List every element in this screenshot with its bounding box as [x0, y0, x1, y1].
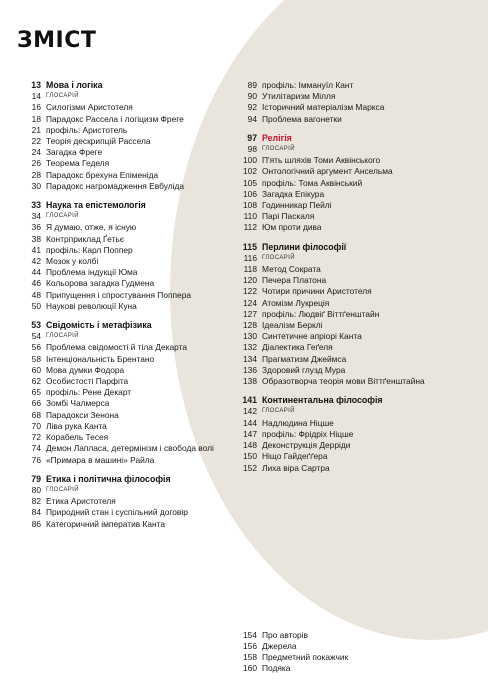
- page-number: 150: [243, 451, 257, 462]
- toc-entry[interactable]: [17, 147, 232, 158]
- page-number: 89: [247, 80, 257, 90]
- toc-entry[interactable]: [17, 301, 232, 312]
- page-number: 118: [243, 264, 257, 275]
- entry-title: Деконструкція Дерріди: [262, 440, 351, 451]
- entry-title: Подяка: [262, 663, 291, 674]
- page-number: 102: [243, 166, 257, 177]
- entry-title: Синтетичне апріорі Канта: [262, 331, 362, 342]
- toc-entry[interactable]: [17, 443, 232, 454]
- entry-title: Образотворча теорія мови Віттґенштайна: [262, 376, 425, 387]
- entry-title: Мова і логіка: [46, 80, 103, 90]
- toc-entry[interactable]: [17, 421, 232, 432]
- page-number: 50: [31, 300, 41, 311]
- toc-entry[interactable]: [17, 234, 232, 245]
- toc-entry[interactable]: [17, 136, 232, 147]
- entry-title: Наука та епістемологія: [46, 200, 146, 211]
- entry-title: Утилітаризм Мілля: [262, 91, 336, 102]
- page-number: 72: [31, 432, 41, 443]
- entry-title: Чотири причини Аристотеля: [262, 286, 372, 297]
- section-gap: [233, 482, 478, 630]
- toc-entry[interactable]: [17, 455, 232, 466]
- page-number: 16: [31, 102, 41, 113]
- toc-entry[interactable]: [233, 155, 478, 166]
- page-number: 122: [243, 286, 257, 297]
- toc-entry[interactable]: [233, 189, 478, 200]
- page-number: 66: [31, 398, 41, 409]
- toc-entry[interactable]: [17, 267, 232, 278]
- toc-entry[interactable]: [17, 507, 232, 518]
- toc-entry[interactable]: [17, 158, 232, 169]
- toc-glossary-entry[interactable]: [233, 406, 478, 417]
- page-number: 154: [243, 629, 257, 640]
- toc-entry[interactable]: [233, 418, 478, 429]
- toc-entry[interactable]: [17, 342, 232, 353]
- page-number: 38: [31, 233, 41, 244]
- page-number: 97: [247, 132, 257, 143]
- page-number: 120: [243, 275, 257, 286]
- toc-section-heading[interactable]: [17, 474, 232, 485]
- toc-glossary-entry[interactable]: [233, 144, 478, 155]
- page-number: 134: [243, 353, 257, 364]
- entry-title: Лиха віра Сартра: [262, 462, 330, 473]
- page-number: 86: [31, 518, 41, 529]
- entry-title: Печера Платона: [262, 275, 327, 286]
- toc-entry[interactable]: [233, 80, 478, 91]
- entry-title: Демон Лапласа, детермінізм і свобода волі: [46, 443, 214, 454]
- page-number: 106: [243, 188, 257, 199]
- entry-title: профіль: Фрідріх Ніцше: [262, 428, 354, 439]
- toc-entry[interactable]: [17, 354, 232, 365]
- page-number: 115: [242, 241, 257, 252]
- entry-title: ГЛОСАРІЙ: [262, 146, 295, 153]
- page-number: 33: [31, 200, 41, 211]
- entry-title: Корабель Тесея: [46, 432, 109, 443]
- page-number: 90: [247, 91, 257, 102]
- entry-title: Мозок у колбі: [46, 256, 99, 267]
- toc-section: [17, 200, 232, 312]
- page-number: 148: [243, 440, 257, 451]
- toc-entry[interactable]: [233, 222, 478, 233]
- toc-entry[interactable]: [17, 125, 232, 136]
- entry-title: Проблема вагонетки: [262, 113, 342, 124]
- toc-section-heading[interactable]: [17, 320, 232, 331]
- page-number: 18: [31, 113, 41, 124]
- page-number: 46: [31, 278, 41, 289]
- page-number: 98: [247, 144, 257, 155]
- toc-section: [233, 242, 478, 388]
- entry-title: Проблема свідомості й тіла Декарта: [46, 342, 187, 353]
- toc-section-heading[interactable]: [233, 242, 478, 253]
- toc-entry[interactable]: [17, 114, 232, 125]
- page-number: 158: [243, 652, 257, 663]
- entry-title: Континентальна філософія: [262, 395, 383, 406]
- toc-entry[interactable]: [233, 309, 478, 320]
- page-title: ЗМІСТ: [17, 28, 97, 53]
- toc-section-heading[interactable]: [17, 80, 232, 91]
- page-number: 62: [31, 376, 41, 387]
- page-number: 60: [31, 364, 41, 375]
- page-number: 160: [243, 663, 257, 674]
- entry-title: Перлини філософії: [262, 241, 347, 252]
- entry-title: Парі Паскаля: [262, 211, 315, 222]
- entry-title: профіль: Аристотель: [46, 124, 128, 135]
- entry-title: «Примара в машині» Райла: [46, 454, 155, 465]
- toc-entry[interactable]: [17, 245, 232, 256]
- toc-entry[interactable]: [233, 114, 478, 125]
- page-number: 70: [31, 420, 41, 431]
- page-number: 36: [31, 222, 41, 233]
- entry-title: Свідомість і метафізика: [46, 320, 152, 331]
- toc-entry[interactable]: [233, 663, 478, 674]
- entry-title: Надлюдина Ніцше: [262, 417, 334, 428]
- entry-title: Інтенціональність Брентано: [46, 353, 155, 364]
- entry-title: профіль: Людвіґ Віттґенштайн: [262, 308, 380, 319]
- toc-section: [17, 80, 232, 192]
- toc-entry[interactable]: [233, 463, 478, 474]
- page-number: 79: [31, 473, 41, 484]
- entry-title: Теорія дескрипцій Рассела: [46, 136, 151, 147]
- page-number: 147: [243, 428, 257, 439]
- page-number: 141: [242, 395, 257, 406]
- toc-entry[interactable]: [233, 200, 478, 211]
- entry-title: Метод Сократа: [262, 264, 321, 275]
- toc-entry[interactable]: [233, 298, 478, 309]
- toc-entry[interactable]: [17, 410, 232, 421]
- toc-section-heading[interactable]: [17, 200, 232, 211]
- page-number: 84: [31, 507, 41, 518]
- entry-title: Силогізми Аристотеля: [46, 102, 133, 113]
- entry-title: Етика і політична філософія: [46, 473, 171, 484]
- toc-entry[interactable]: [17, 102, 232, 113]
- entry-title: Релігія: [262, 132, 292, 143]
- entry-title: профіль: Рене Декарт: [46, 387, 132, 398]
- entry-title: Про авторів: [262, 629, 308, 640]
- page-number: 142: [243, 406, 257, 417]
- page-number: 76: [31, 454, 41, 465]
- toc-section: [17, 320, 232, 466]
- page-number: 42: [31, 256, 41, 267]
- page-number: 116: [243, 252, 257, 263]
- entry-title: Ідеалізм Берклі: [262, 320, 323, 331]
- toc-section: [17, 474, 232, 530]
- toc-entry[interactable]: [17, 519, 232, 530]
- page-number: 156: [243, 640, 257, 651]
- entry-title: Історичний матеріалізм Маркса: [262, 102, 385, 113]
- page-number: 13: [31, 80, 41, 90]
- page-number: 53: [31, 320, 41, 331]
- page-number: 80: [31, 484, 41, 495]
- page-number: 108: [243, 200, 257, 211]
- toc-entry[interactable]: [17, 290, 232, 301]
- toc-entry[interactable]: [17, 398, 232, 409]
- entry-title: Парадокс брехуна Епіменіда: [46, 169, 159, 180]
- toc-entry[interactable]: [17, 278, 232, 289]
- toc-glossary-entry[interactable]: [17, 91, 232, 102]
- toc-entry[interactable]: [233, 630, 478, 641]
- entry-title: Наукові революції Куна: [46, 300, 137, 311]
- entry-title: Парадокси Зенона: [46, 409, 119, 420]
- page-number: 26: [31, 158, 41, 169]
- page-number: 144: [243, 417, 257, 428]
- toc-entry[interactable]: [17, 222, 232, 233]
- page-number: 92: [247, 102, 257, 113]
- page-number: 128: [243, 320, 257, 331]
- entry-title: П'ять шляхів Томи Аквінського: [262, 155, 381, 166]
- page-number: 56: [31, 342, 41, 353]
- page-number: 14: [31, 91, 41, 102]
- entry-title: Природний стан і суспільний договір: [46, 507, 188, 518]
- entry-title: Онтологічний аргумент Ансельма: [262, 166, 393, 177]
- entry-title: Здоровий глузд Мура: [262, 364, 346, 375]
- entry-title: Джерела: [262, 640, 297, 651]
- entry-title: Юм проти дива: [262, 222, 322, 233]
- entry-title: Парадокс нагромадження Евбуліда: [46, 180, 184, 191]
- toc-entry[interactable]: [233, 166, 478, 177]
- toc-entry[interactable]: [233, 320, 478, 331]
- toc-entry[interactable]: [233, 286, 478, 297]
- page-number: 65: [31, 387, 41, 398]
- page-number: 136: [243, 364, 257, 375]
- page-number: 24: [31, 147, 41, 158]
- toc-entry[interactable]: [233, 429, 478, 440]
- toc-entry[interactable]: [17, 432, 232, 443]
- entry-title: Загадка Фреге: [46, 147, 103, 158]
- toc-section: [233, 80, 478, 125]
- page-number: 100: [243, 155, 257, 166]
- toc-entry[interactable]: [233, 354, 478, 365]
- page-number: 132: [243, 342, 257, 353]
- page-number: 82: [31, 496, 41, 507]
- toc-entry[interactable]: [233, 365, 478, 376]
- page-number: 152: [243, 462, 257, 473]
- toc-entry[interactable]: [233, 641, 478, 652]
- toc-glossary-entry[interactable]: [17, 485, 232, 496]
- entry-title: ГЛОСАРІЙ: [46, 486, 79, 493]
- entry-title: Категоричний імператив Канта: [46, 518, 166, 529]
- entry-title: Кольорова загадка Гудмена: [46, 278, 155, 289]
- page-number: 112: [243, 222, 257, 233]
- entry-title: Атомізм Лукреція: [262, 297, 330, 308]
- toc-entry[interactable]: [233, 102, 478, 113]
- page-number: 105: [243, 177, 257, 188]
- entry-title: ГЛОСАРІЙ: [46, 93, 79, 100]
- toc-entry[interactable]: [233, 451, 478, 462]
- page-number: 22: [31, 136, 41, 147]
- entry-title: Ніщо Гайдеґґера: [262, 451, 328, 462]
- page-number: 130: [243, 331, 257, 342]
- page-number: 74: [31, 443, 41, 454]
- toc-glossary-entry[interactable]: [233, 253, 478, 264]
- toc-entry[interactable]: [233, 178, 478, 189]
- entry-title: Припущення і спростування Поппера: [46, 289, 192, 300]
- toc-section: [233, 133, 478, 234]
- entry-title: Загадка Епікура: [262, 188, 325, 199]
- toc-entry[interactable]: [17, 496, 232, 507]
- entry-title: профіль: Тома Аквінський: [262, 177, 363, 188]
- page-number: 21: [31, 124, 41, 135]
- toc-section: [233, 630, 478, 675]
- toc-entry[interactable]: [233, 652, 478, 663]
- entry-title: Проблема індукції Юма: [46, 267, 138, 278]
- entry-title: профіль: Іммануїл Кант: [262, 80, 354, 90]
- toc-entry[interactable]: [233, 91, 478, 102]
- toc-entry[interactable]: [17, 387, 232, 398]
- toc-column-right: [233, 80, 478, 683]
- toc-entry[interactable]: [233, 211, 478, 222]
- page-number: 41: [31, 244, 41, 255]
- toc-entry[interactable]: [233, 440, 478, 451]
- page-number: 110: [243, 211, 257, 222]
- toc-column-left: [17, 80, 232, 538]
- page-number: 54: [31, 331, 41, 342]
- entry-title: ГЛОСАРІЙ: [262, 408, 295, 415]
- toc-entry[interactable]: [233, 342, 478, 353]
- toc-entry[interactable]: [233, 275, 478, 286]
- entry-title: Етика Аристотеля: [46, 496, 116, 507]
- toc-entry[interactable]: [17, 256, 232, 267]
- page-number: 68: [31, 409, 41, 420]
- page-number: 127: [243, 308, 257, 319]
- entry-title: Я думаю, отже, я існую: [46, 222, 137, 233]
- page-number: 138: [243, 376, 257, 387]
- toc-glossary-entry[interactable]: [17, 211, 232, 222]
- entry-title: Мова думки Фодора: [46, 364, 125, 375]
- entry-title: Ліва рука Канта: [46, 420, 107, 431]
- entry-title: Парадокс Рассела і логіцизм Фреге: [46, 113, 184, 124]
- page-number: 30: [31, 180, 41, 191]
- page-number: 58: [31, 353, 41, 364]
- toc-entry[interactable]: [17, 376, 232, 387]
- page-number: 34: [31, 211, 41, 222]
- entry-title: Особистості Парфіта: [46, 376, 129, 387]
- entry-title: Зомбі Чалмерса: [46, 398, 110, 409]
- page-number: 124: [243, 297, 257, 308]
- toc-section: [233, 395, 478, 473]
- entry-title: Прагматизм Джеймса: [262, 353, 347, 364]
- entry-title: Контрприклад Ґетьє: [46, 233, 124, 244]
- entry-title: профіль: Карл Поппер: [46, 244, 133, 255]
- toc-entry[interactable]: [17, 170, 232, 181]
- toc-entry[interactable]: [17, 365, 232, 376]
- toc-entry[interactable]: [233, 376, 478, 387]
- page-number: 28: [31, 169, 41, 180]
- entry-title: Годинникар Пейлі: [262, 200, 332, 211]
- page-number: 44: [31, 267, 41, 278]
- toc-entry[interactable]: [17, 181, 232, 192]
- entry-title: Теорема Геделя: [46, 158, 110, 169]
- entry-title: Діалектика Геґеля: [262, 342, 333, 353]
- toc-entry[interactable]: [233, 331, 478, 342]
- entry-title: ГЛОСАРІЙ: [46, 213, 79, 220]
- page-number: 94: [247, 113, 257, 124]
- toc-entry[interactable]: [233, 264, 478, 275]
- toc-section-heading[interactable]: [233, 133, 478, 144]
- toc-section-heading[interactable]: [233, 395, 478, 406]
- entry-title: Предметний покажчик: [262, 652, 349, 663]
- toc-glossary-entry[interactable]: [17, 331, 232, 342]
- entry-title: ГЛОСАРІЙ: [46, 333, 79, 340]
- entry-title: ГЛОСАРІЙ: [262, 254, 295, 261]
- page-number: 48: [31, 289, 41, 300]
